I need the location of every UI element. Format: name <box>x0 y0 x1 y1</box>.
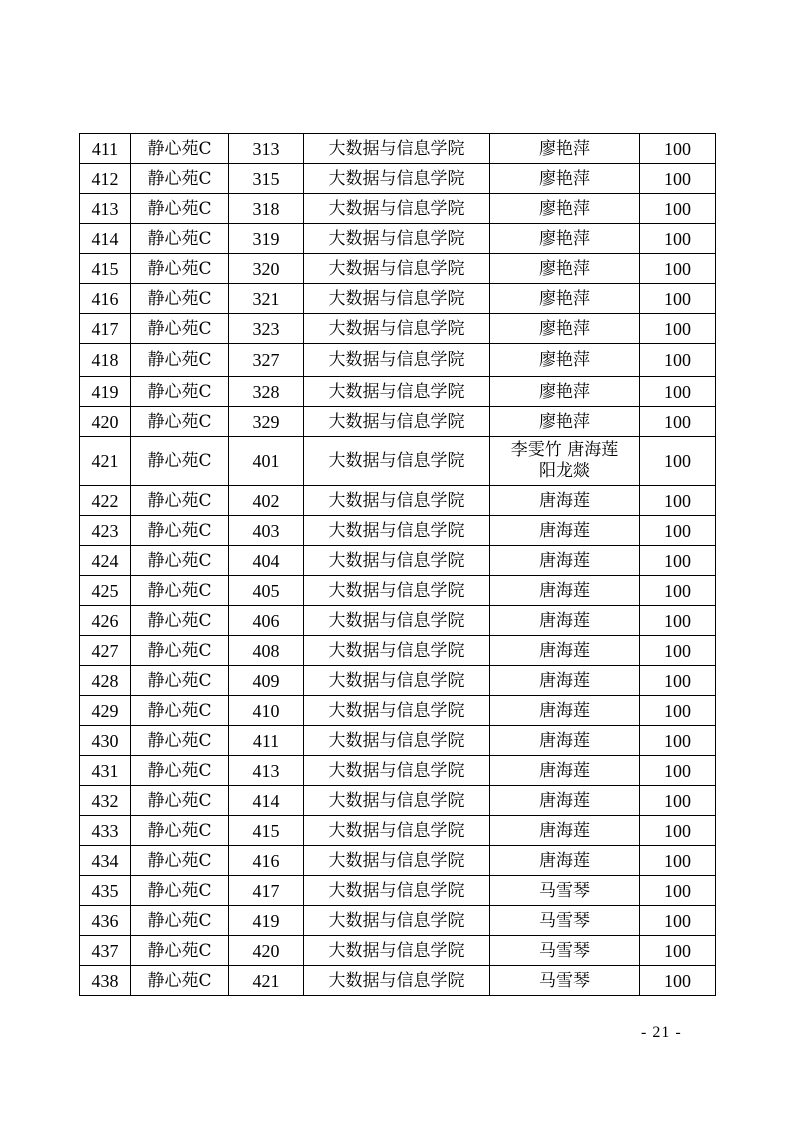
college-cell: 大数据与信息学院 <box>304 846 490 876</box>
table-row <box>80 696 716 726</box>
building-cell: 静心苑C <box>131 344 229 377</box>
score-cell: 100 <box>640 606 716 636</box>
room-number-cell: 403 <box>229 516 304 546</box>
score-cell: 100 <box>640 696 716 726</box>
room-number-cell: 320 <box>229 254 304 284</box>
counselor-cell: 马雪琴 <box>490 876 640 906</box>
college-cell: 大数据与信息学院 <box>304 516 490 546</box>
counselor-cell: 李雯竹 唐海莲 阳龙燚 <box>490 437 640 486</box>
building-cell: 静心苑C <box>131 224 229 254</box>
room-number-cell: 402 <box>229 486 304 516</box>
table-row <box>80 516 716 546</box>
row-number-cell: 413 <box>80 194 131 224</box>
college-cell: 大数据与信息学院 <box>304 377 490 407</box>
table-row <box>80 254 716 284</box>
score-cell: 100 <box>640 407 716 437</box>
building-cell: 静心苑C <box>131 254 229 284</box>
college-cell: 大数据与信息学院 <box>304 284 490 314</box>
college-cell: 大数据与信息学院 <box>304 486 490 516</box>
row-number-cell: 425 <box>80 576 131 606</box>
counselor-cell: 廖艳萍 <box>490 164 640 194</box>
row-number-cell: 433 <box>80 816 131 846</box>
room-number-cell: 401 <box>229 437 304 486</box>
college-cell: 大数据与信息学院 <box>304 344 490 377</box>
college-cell: 大数据与信息学院 <box>304 134 490 164</box>
counselor-cell: 廖艳萍 <box>490 284 640 314</box>
room-number-cell: 323 <box>229 314 304 344</box>
dormitory-score-table <box>79 133 715 996</box>
counselor-cell: 廖艳萍 <box>490 344 640 377</box>
college-cell: 大数据与信息学院 <box>304 546 490 576</box>
college-cell: 大数据与信息学院 <box>304 194 490 224</box>
table-row <box>80 816 716 846</box>
table-row <box>80 344 716 377</box>
score-cell: 100 <box>640 636 716 666</box>
score-cell: 100 <box>640 876 716 906</box>
building-cell: 静心苑C <box>131 486 229 516</box>
counselor-cell: 马雪琴 <box>490 936 640 966</box>
college-cell: 大数据与信息学院 <box>304 876 490 906</box>
building-cell: 静心苑C <box>131 666 229 696</box>
row-number-cell: 422 <box>80 486 131 516</box>
room-number-cell: 416 <box>229 846 304 876</box>
table-row <box>80 224 716 254</box>
table-row <box>80 936 716 966</box>
row-number-cell: 435 <box>80 876 131 906</box>
counselor-cell: 廖艳萍 <box>490 254 640 284</box>
counselor-cell: 廖艳萍 <box>490 314 640 344</box>
score-cell: 100 <box>640 224 716 254</box>
room-number-cell: 318 <box>229 194 304 224</box>
score-cell: 100 <box>640 314 716 344</box>
college-cell: 大数据与信息学院 <box>304 816 490 846</box>
building-cell: 静心苑C <box>131 194 229 224</box>
room-number-cell: 417 <box>229 876 304 906</box>
college-cell: 大数据与信息学院 <box>304 314 490 344</box>
table-row <box>80 377 716 407</box>
score-cell: 100 <box>640 816 716 846</box>
counselor-cell: 马雪琴 <box>490 906 640 936</box>
table-row <box>80 876 716 906</box>
table-row <box>80 194 716 224</box>
college-cell: 大数据与信息学院 <box>304 666 490 696</box>
table-row <box>80 786 716 816</box>
counselor-cell: 唐海莲 <box>490 606 640 636</box>
row-number-cell: 427 <box>80 636 131 666</box>
row-number-cell: 419 <box>80 377 131 407</box>
row-number-cell: 426 <box>80 606 131 636</box>
row-number-cell: 430 <box>80 726 131 756</box>
table-row <box>80 576 716 606</box>
counselor-cell: 唐海莲 <box>490 696 640 726</box>
room-number-cell: 415 <box>229 816 304 846</box>
counselor-cell: 唐海莲 <box>490 846 640 876</box>
score-cell: 100 <box>640 486 716 516</box>
counselor-cell: 唐海莲 <box>490 756 640 786</box>
table-row <box>80 636 716 666</box>
college-cell: 大数据与信息学院 <box>304 164 490 194</box>
counselor-cell: 唐海莲 <box>490 516 640 546</box>
page-number: - 21 - <box>641 1024 682 1041</box>
room-number-cell: 414 <box>229 786 304 816</box>
row-number-cell: 437 <box>80 936 131 966</box>
score-cell: 100 <box>640 906 716 936</box>
room-number-cell: 327 <box>229 344 304 377</box>
score-cell: 100 <box>640 134 716 164</box>
score-cell: 100 <box>640 516 716 546</box>
score-cell: 100 <box>640 437 716 486</box>
score-cell: 100 <box>640 966 716 996</box>
row-number-cell: 416 <box>80 284 131 314</box>
building-cell: 静心苑C <box>131 816 229 846</box>
counselor-cell: 廖艳萍 <box>490 224 640 254</box>
row-number-cell: 418 <box>80 344 131 377</box>
college-cell: 大数据与信息学院 <box>304 696 490 726</box>
building-cell: 静心苑C <box>131 786 229 816</box>
college-cell: 大数据与信息学院 <box>304 254 490 284</box>
room-number-cell: 419 <box>229 906 304 936</box>
score-cell: 100 <box>640 344 716 377</box>
counselor-cell: 唐海莲 <box>490 486 640 516</box>
college-cell: 大数据与信息学院 <box>304 906 490 936</box>
counselor-cell: 唐海莲 <box>490 726 640 756</box>
table-row <box>80 164 716 194</box>
building-cell: 静心苑C <box>131 437 229 486</box>
college-cell: 大数据与信息学院 <box>304 224 490 254</box>
counselor-cell: 唐海莲 <box>490 816 640 846</box>
college-cell: 大数据与信息学院 <box>304 786 490 816</box>
table-row <box>80 134 716 164</box>
counselor-cell: 廖艳萍 <box>490 134 640 164</box>
table-row <box>80 546 716 576</box>
table-row <box>80 486 716 516</box>
room-number-cell: 413 <box>229 756 304 786</box>
table-row <box>80 314 716 344</box>
row-number-cell: 436 <box>80 906 131 936</box>
row-number-cell: 420 <box>80 407 131 437</box>
score-cell: 100 <box>640 846 716 876</box>
score-cell: 100 <box>640 936 716 966</box>
room-number-cell: 404 <box>229 546 304 576</box>
building-cell: 静心苑C <box>131 164 229 194</box>
row-number-cell: 417 <box>80 314 131 344</box>
college-cell: 大数据与信息学院 <box>304 936 490 966</box>
building-cell: 静心苑C <box>131 756 229 786</box>
college-cell: 大数据与信息学院 <box>304 726 490 756</box>
building-cell: 静心苑C <box>131 284 229 314</box>
college-cell: 大数据与信息学院 <box>304 606 490 636</box>
building-cell: 静心苑C <box>131 516 229 546</box>
table-body <box>80 134 716 996</box>
counselor-cell: 唐海莲 <box>490 576 640 606</box>
score-cell: 100 <box>640 546 716 576</box>
score-cell: 100 <box>640 164 716 194</box>
building-cell: 静心苑C <box>131 936 229 966</box>
row-number-cell: 412 <box>80 164 131 194</box>
building-cell: 静心苑C <box>131 606 229 636</box>
building-cell: 静心苑C <box>131 576 229 606</box>
score-cell: 100 <box>640 194 716 224</box>
room-number-cell: 420 <box>229 936 304 966</box>
room-number-cell: 405 <box>229 576 304 606</box>
row-number-cell: 432 <box>80 786 131 816</box>
counselor-cell: 唐海莲 <box>490 636 640 666</box>
room-number-cell: 421 <box>229 966 304 996</box>
row-number-cell: 428 <box>80 666 131 696</box>
score-cell: 100 <box>640 786 716 816</box>
counselor-cell: 唐海莲 <box>490 546 640 576</box>
row-number-cell: 423 <box>80 516 131 546</box>
building-cell: 静心苑C <box>131 407 229 437</box>
room-number-cell: 313 <box>229 134 304 164</box>
counselor-cell: 廖艳萍 <box>490 407 640 437</box>
row-number-cell: 431 <box>80 756 131 786</box>
college-cell: 大数据与信息学院 <box>304 437 490 486</box>
building-cell: 静心苑C <box>131 134 229 164</box>
score-cell: 100 <box>640 576 716 606</box>
table-row <box>80 726 716 756</box>
college-cell: 大数据与信息学院 <box>304 407 490 437</box>
room-number-cell: 329 <box>229 407 304 437</box>
score-cell: 100 <box>640 377 716 407</box>
table-row <box>80 606 716 636</box>
building-cell: 静心苑C <box>131 696 229 726</box>
building-cell: 静心苑C <box>131 846 229 876</box>
building-cell: 静心苑C <box>131 546 229 576</box>
college-cell: 大数据与信息学院 <box>304 966 490 996</box>
table-row <box>80 846 716 876</box>
building-cell: 静心苑C <box>131 314 229 344</box>
counselor-cell: 廖艳萍 <box>490 194 640 224</box>
college-cell: 大数据与信息学院 <box>304 636 490 666</box>
room-number-cell: 408 <box>229 636 304 666</box>
building-cell: 静心苑C <box>131 876 229 906</box>
score-cell: 100 <box>640 756 716 786</box>
row-number-cell: 414 <box>80 224 131 254</box>
row-number-cell: 438 <box>80 966 131 996</box>
building-cell: 静心苑C <box>131 726 229 756</box>
room-number-cell: 406 <box>229 606 304 636</box>
table-row <box>80 284 716 314</box>
row-number-cell: 421 <box>80 437 131 486</box>
row-number-cell: 434 <box>80 846 131 876</box>
room-number-cell: 411 <box>229 726 304 756</box>
counselor-cell: 廖艳萍 <box>490 377 640 407</box>
score-cell: 100 <box>640 254 716 284</box>
score-cell: 100 <box>640 726 716 756</box>
score-cell: 100 <box>640 284 716 314</box>
room-number-cell: 410 <box>229 696 304 726</box>
room-number-cell: 315 <box>229 164 304 194</box>
score-table <box>79 133 716 996</box>
building-cell: 静心苑C <box>131 966 229 996</box>
counselor-cell: 马雪琴 <box>490 966 640 996</box>
college-cell: 大数据与信息学院 <box>304 756 490 786</box>
table-row <box>80 666 716 696</box>
row-number-cell: 415 <box>80 254 131 284</box>
score-cell: 100 <box>640 666 716 696</box>
building-cell: 静心苑C <box>131 636 229 666</box>
table-row <box>80 966 716 996</box>
college-cell: 大数据与信息学院 <box>304 576 490 606</box>
room-number-cell: 319 <box>229 224 304 254</box>
table-row <box>80 407 716 437</box>
building-cell: 静心苑C <box>131 377 229 407</box>
room-number-cell: 409 <box>229 666 304 696</box>
room-number-cell: 328 <box>229 377 304 407</box>
table-row <box>80 437 716 486</box>
building-cell: 静心苑C <box>131 906 229 936</box>
row-number-cell: 424 <box>80 546 131 576</box>
room-number-cell: 321 <box>229 284 304 314</box>
row-number-cell: 429 <box>80 696 131 726</box>
counselor-cell: 唐海莲 <box>490 666 640 696</box>
table-row <box>80 756 716 786</box>
row-number-cell: 411 <box>80 134 131 164</box>
counselor-cell: 唐海莲 <box>490 786 640 816</box>
table-row <box>80 906 716 936</box>
